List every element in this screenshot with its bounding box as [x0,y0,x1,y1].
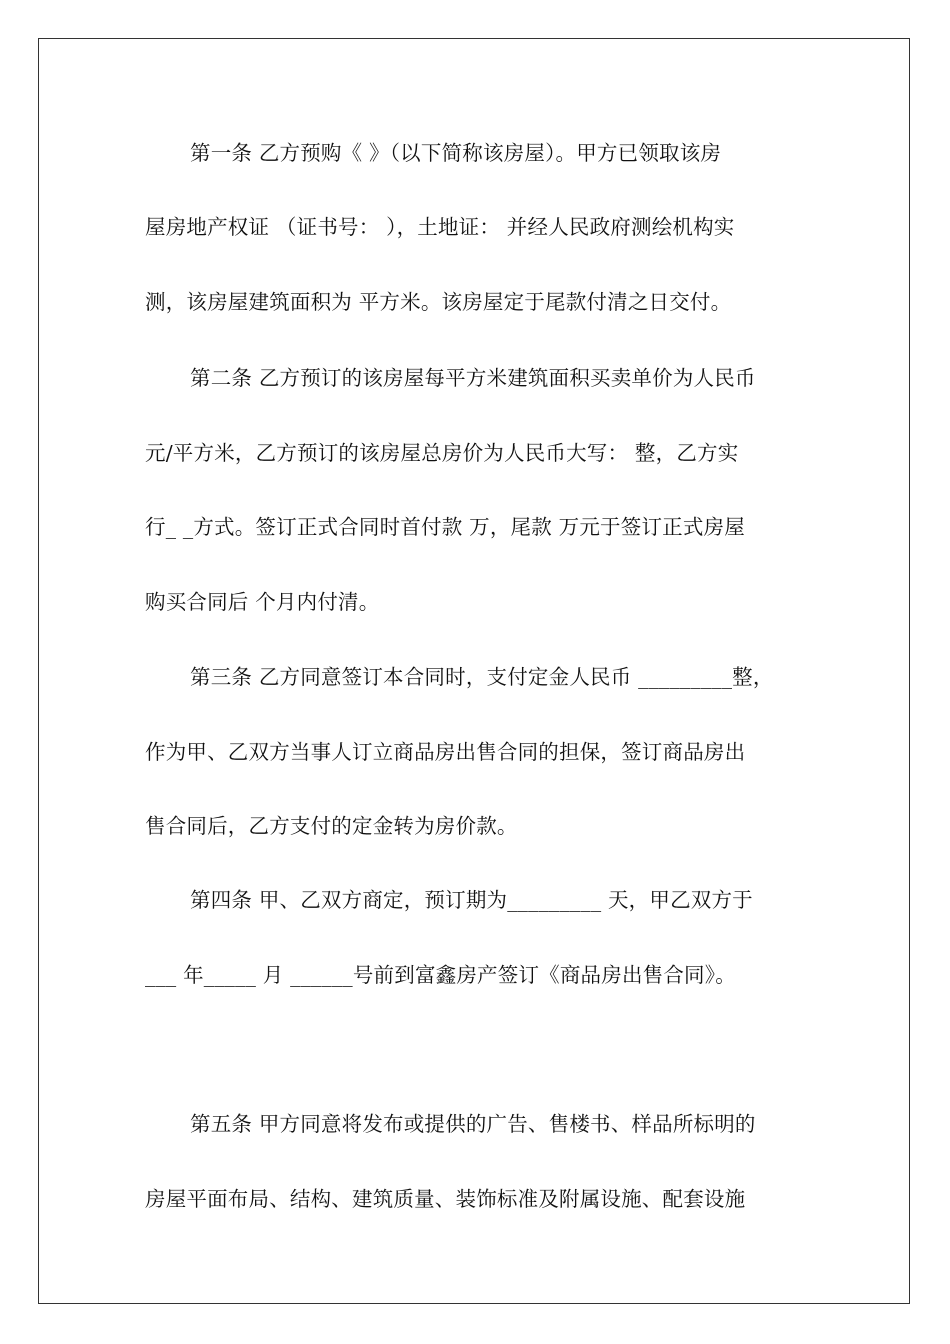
article-1-line-3: 测，该房屋建筑面积为 平方米。该房屋定于尾款付清之日交付。 [145,290,732,314]
article-1-line-2: 屋房地产权证 （证书号： ），土地证： 并经人民政府测绘机构实 [145,215,735,239]
article-5-line-1: 第五条 甲方同意将发布或提供的广告、售楼书、样品所标明的 [190,1112,756,1136]
article-3-line-3: 售合同后，乙方支付的定金转为房价款。 [145,814,518,838]
article-1-line-1: 第一条 乙方预购《 》（以下简称该房屋）。甲方已领取该房 [190,141,722,165]
article-2-line-4: 购买合同后 个月内付清。 [145,590,380,614]
article-2-line-2: 元/平方米，乙方预订的该房屋总房价为人民币大写： 整，乙方实 [145,441,739,465]
article-5-line-2: 房屋平面布局、结构、建筑质量、装饰标准及附属设施、配套设施 [145,1187,746,1211]
article-2-line-3: 行_ _方式。签订正式合同时首付款 万，尾款 万元于签订正式房屋 [145,515,745,539]
article-4-line-2: ___ 年_____ 月 ______号前到富鑫房产签订《商品房出售合同》。 [145,963,736,987]
article-4-line-1: 第四条 甲、乙双方商定，预订期为_________ 天，甲乙双方于 [190,888,753,912]
article-3-line-1: 第三条 乙方同意签订本合同时，支付定金人民币 _________整， [190,665,774,689]
article-2-line-1: 第二条 乙方预订的该房屋每平方米建筑面积买卖单价为人民币 [190,366,756,390]
article-3-line-2: 作为甲、乙双方当事人订立商品房出售合同的担保，签订商品房出 [145,740,746,764]
